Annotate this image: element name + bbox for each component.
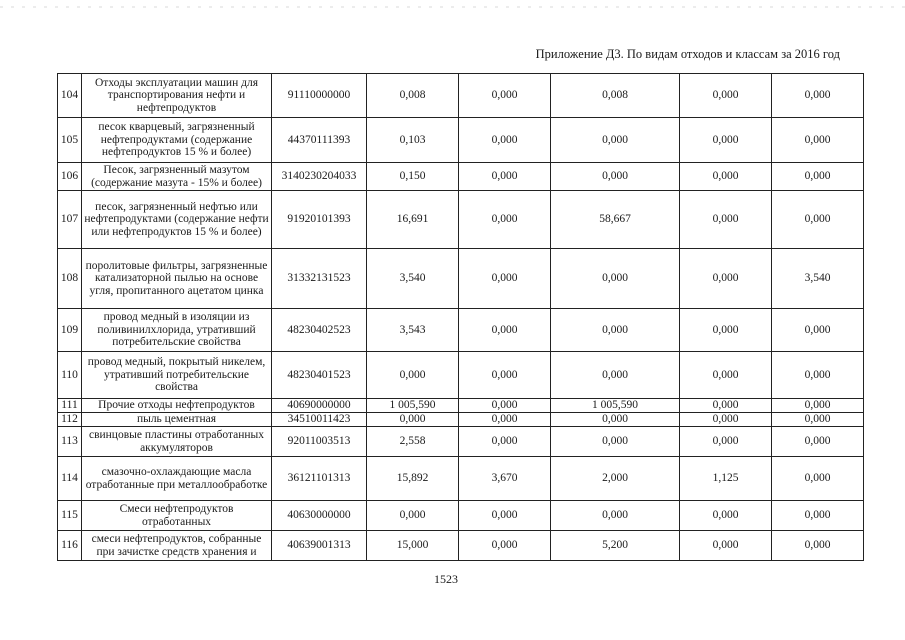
waste-code-cell: 40630000000: [272, 501, 367, 531]
waste-name-cell: поролитовые фильтры, загрязненные катализаторной пылью на основе угля, пропитанного ацетатом цинка: [82, 249, 272, 309]
table-row: [58, 457, 864, 501]
row-number-cell: 111: [58, 399, 82, 413]
value-cell-3: 2,000: [551, 457, 680, 501]
value-cell-5: 0,000: [772, 531, 864, 561]
table-row: [58, 399, 864, 413]
value-cell-1: 16,691: [367, 191, 459, 249]
value-cell-1: 0,150: [367, 163, 459, 191]
value-cell-5: 0,000: [772, 352, 864, 399]
row-number-cell: 113: [58, 427, 82, 457]
table-row: [58, 191, 864, 249]
value-cell-4: 0,000: [680, 74, 772, 118]
table-row: [58, 531, 864, 561]
row-number-cell: 108: [58, 249, 82, 309]
value-cell-2: 0,000: [459, 191, 551, 249]
waste-code-cell: 48230402523: [272, 309, 367, 352]
value-cell-3: 0,008: [551, 74, 680, 118]
table-row: [58, 427, 864, 457]
value-cell-5: 0,000: [772, 427, 864, 457]
waste-table: [57, 73, 864, 561]
value-cell-2: 0,000: [459, 531, 551, 561]
value-cell-4: 0,000: [680, 249, 772, 309]
waste-name-cell: Отходы эксплуатации машин для транспортирования нефти и нефтепродуктов: [82, 74, 272, 118]
value-cell-2: 0,000: [459, 399, 551, 413]
value-cell-5: 0,000: [772, 309, 864, 352]
waste-code-cell: 91920101393: [272, 191, 367, 249]
value-cell-3: 0,000: [551, 413, 680, 427]
row-number-cell: 107: [58, 191, 82, 249]
value-cell-2: 0,000: [459, 352, 551, 399]
table-row: [58, 309, 864, 352]
value-cell-3: 58,667: [551, 191, 680, 249]
waste-code-cell: 40690000000: [272, 399, 367, 413]
waste-name-cell: песок кварцевый, загрязненный нефтепродуктами (содержание нефтепродуктов 15 % и более): [82, 118, 272, 163]
value-cell-2: 0,000: [459, 501, 551, 531]
row-number-cell: 116: [58, 531, 82, 561]
value-cell-5: 0,000: [772, 191, 864, 249]
value-cell-4: 0,000: [680, 352, 772, 399]
value-cell-1: 0,000: [367, 413, 459, 427]
table-row: [58, 118, 864, 163]
waste-code-cell: 3140230204033: [272, 163, 367, 191]
waste-name-cell: смазочно-охлаждающие масла отработанные при металлообработке: [82, 457, 272, 501]
waste-name-cell: Песок, загрязненный мазутом (содержание мазута - 15% и более): [82, 163, 272, 191]
waste-name-cell: Прочие отходы нефтепродуктов: [82, 399, 272, 413]
value-cell-5: 0,000: [772, 501, 864, 531]
value-cell-4: 0,000: [680, 501, 772, 531]
waste-code-cell: 34510011423: [272, 413, 367, 427]
waste-code-cell: 92011003513: [272, 427, 367, 457]
value-cell-1: 0,000: [367, 352, 459, 399]
value-cell-5: 0,000: [772, 118, 864, 163]
scan-artifact-strip: [0, 6, 905, 8]
value-cell-3: 0,000: [551, 163, 680, 191]
page-number: 1523: [434, 572, 458, 586]
table-row: [58, 249, 864, 309]
waste-name-cell: провод медный в изоляции из поливинилхлорида, утративший потребительские свойства: [82, 309, 272, 352]
waste-name-cell: провод медный, покрытый никелем, утративший потребительские свойства: [82, 352, 272, 399]
value-cell-2: 0,000: [459, 118, 551, 163]
value-cell-4: 0,000: [680, 191, 772, 249]
value-cell-2: 0,000: [459, 427, 551, 457]
waste-name-cell: Смеси нефтепродуктов отработанных: [82, 501, 272, 531]
row-number-cell: 114: [58, 457, 82, 501]
table-row: [58, 352, 864, 399]
value-cell-1: 15,892: [367, 457, 459, 501]
value-cell-2: 0,000: [459, 249, 551, 309]
row-number-cell: 115: [58, 501, 82, 531]
value-cell-1: 0,000: [367, 501, 459, 531]
value-cell-4: 0,000: [680, 399, 772, 413]
value-cell-4: 0,000: [680, 118, 772, 163]
table-row: [58, 501, 864, 531]
value-cell-5: 0,000: [772, 74, 864, 118]
value-cell-3: 0,000: [551, 309, 680, 352]
table-row: [58, 74, 864, 118]
waste-name-cell: пыль цементная: [82, 413, 272, 427]
value-cell-5: 0,000: [772, 413, 864, 427]
waste-code-cell: 91110000000: [272, 74, 367, 118]
value-cell-2: 0,000: [459, 413, 551, 427]
value-cell-4: 1,125: [680, 457, 772, 501]
value-cell-3: 0,000: [551, 118, 680, 163]
value-cell-1: 1 005,590: [367, 399, 459, 413]
row-number-cell: 112: [58, 413, 82, 427]
value-cell-1: 3,543: [367, 309, 459, 352]
waste-code-cell: 48230401523: [272, 352, 367, 399]
value-cell-2: 3,670: [459, 457, 551, 501]
value-cell-4: 0,000: [680, 531, 772, 561]
waste-name-cell: свинцовые пластины отработанных аккумуляторов: [82, 427, 272, 457]
row-number-cell: 109: [58, 309, 82, 352]
row-number-cell: 110: [58, 352, 82, 399]
value-cell-3: 1 005,590: [551, 399, 680, 413]
table-row: [58, 163, 864, 191]
waste-code-cell: 40639001313: [272, 531, 367, 561]
waste-name-cell: смеси нефтепродуктов, собранные при зачистке средств хранения и: [82, 531, 272, 561]
value-cell-2: 0,000: [459, 163, 551, 191]
value-cell-1: 15,000: [367, 531, 459, 561]
value-cell-2: 0,000: [459, 74, 551, 118]
value-cell-1: 3,540: [367, 249, 459, 309]
value-cell-1: 2,558: [367, 427, 459, 457]
value-cell-4: 0,000: [680, 427, 772, 457]
table-row: [58, 413, 864, 427]
value-cell-5: 0,000: [772, 399, 864, 413]
value-cell-4: 0,000: [680, 163, 772, 191]
value-cell-4: 0,000: [680, 309, 772, 352]
value-cell-4: 0,000: [680, 413, 772, 427]
waste-code-cell: 31332131523: [272, 249, 367, 309]
row-number-cell: 104: [58, 74, 82, 118]
row-number-cell: 105: [58, 118, 82, 163]
value-cell-3: 5,200: [551, 531, 680, 561]
page-header: Приложение Д3. По видам отходов и классам за 2016 год: [535, 47, 840, 61]
waste-name-cell: песок, загрязненный нефтью или нефтепродуктами (содержание нефти или нефтепродуктов 15 % и более): [82, 191, 272, 249]
value-cell-5: 0,000: [772, 163, 864, 191]
value-cell-2: 0,000: [459, 309, 551, 352]
value-cell-3: 0,000: [551, 352, 680, 399]
value-cell-3: 0,000: [551, 427, 680, 457]
waste-table-body: [58, 74, 864, 561]
value-cell-5: 0,000: [772, 457, 864, 501]
value-cell-1: 0,103: [367, 118, 459, 163]
value-cell-5: 3,540: [772, 249, 864, 309]
value-cell-1: 0,008: [367, 74, 459, 118]
value-cell-3: 0,000: [551, 249, 680, 309]
row-number-cell: 106: [58, 163, 82, 191]
waste-code-cell: 44370111393: [272, 118, 367, 163]
waste-code-cell: 36121101313: [272, 457, 367, 501]
value-cell-3: 0,000: [551, 501, 680, 531]
